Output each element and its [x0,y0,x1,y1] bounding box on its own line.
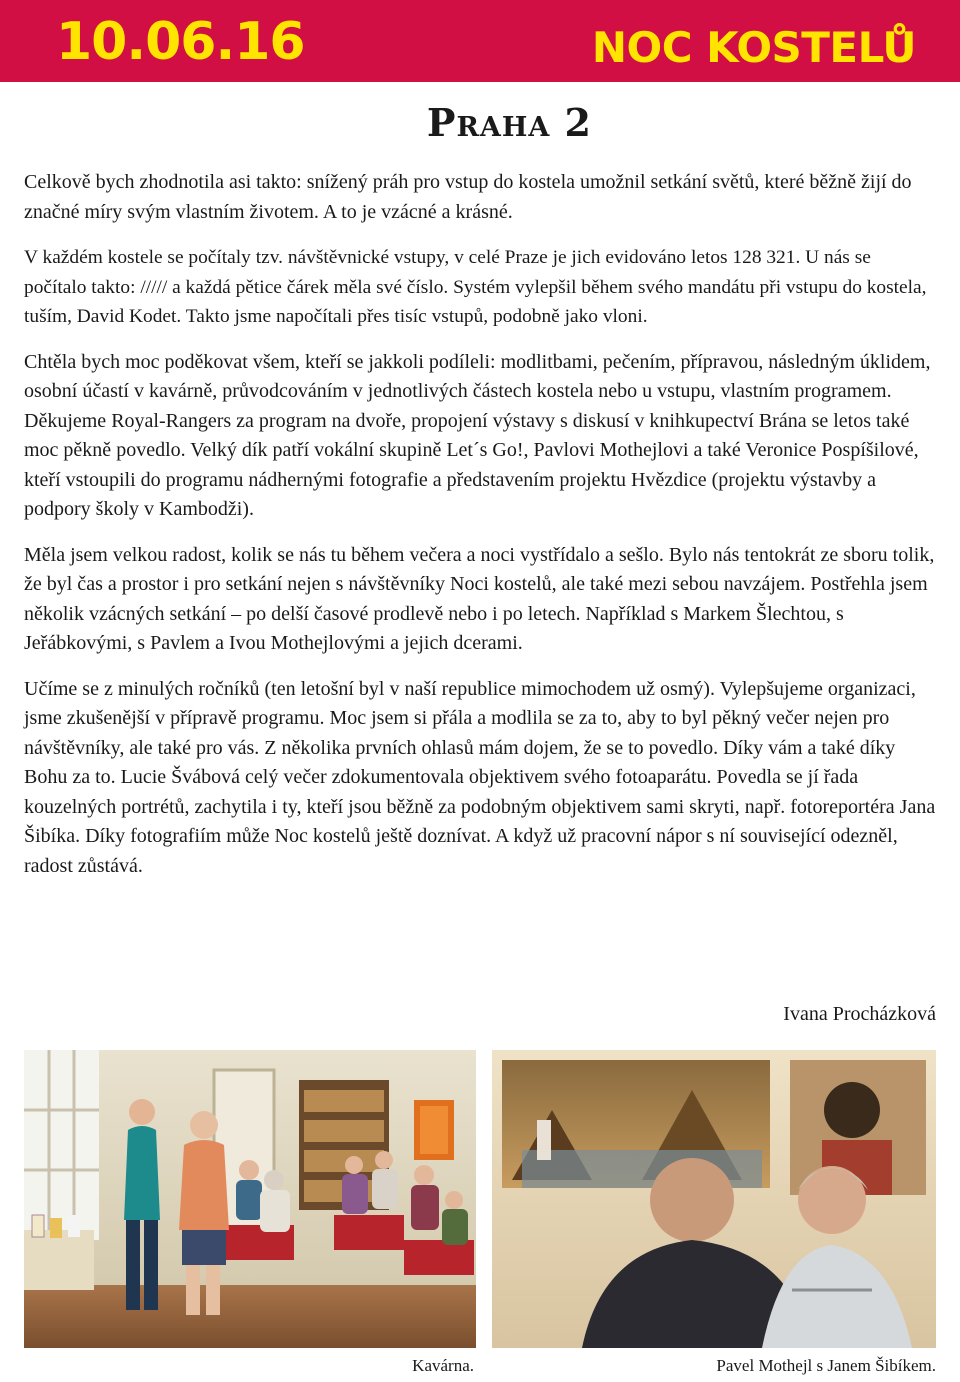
photo-caption-gallery: Pavel Mothejl s Janem Šibíkem. [716,1356,936,1375]
article-body [24,168,936,897]
author-signature: Ivana Procházková [783,1003,936,1025]
gallery-photo-illustration [492,1050,936,1348]
paragraph: Celkově bych zhodnotila asi takto: snížený práh pro vstup do kostela umožnil setkání světů, které běžně žijí do značné míry svým vlastním životem. A to je vzácné a krásné. [24,171,912,223]
paragraph: Měla jsem velkou radost, kolik se nás tu během večera a noci vystřídalo a sešlo. Bylo nás tentokrát ze sboru tolik, že byl čas a prostor i pro setkání nejen s návštěvníky Noci kostelů, ale také mezi sebou navzájem. Postřehla jsem několik vzácných setkání – po delší časové prodlevě nebo i po letech. Například s Markem Šlechtou, s Jeřábkovými, s Pavlem a Ivou Mothejlovými a jejich dcerami. [24,543,935,654]
photo-caption-cafe: Kavárna. [412,1356,474,1375]
paragraph: Chtěla bych moc poděkovat všem, kteří se jakkoli podíleli: modlitbami, pečením, přípravou, následným úklidem, osobní účastí v kavárně, průvodcováním v jednotlivých částech kostela nebo u vstupu, vlastním programem. Děkujeme Royal-Rangers za program na dvoře, propojení výstavy s diskusí v knihkupectví Brána se letos také moc pěkně povedlo. Velký dík patří vokální skupině Let´s Go!, Pavlovi Mothejlovi a také Veronice Pospíšilové, kteří vstoupili do programu nádhernými fotografie a představením projektu Hvězdice (projektu výstavby a podpory školy v Kambodži). [24,350,931,520]
header-banner [0,0,960,82]
photo-gallery [492,1050,936,1348]
photo-cafe [24,1050,476,1348]
paragraph: V každém kostele se počítaly tzv. návštěvnické vstupy, v celé Praze je jich evidováno letos 128 321. U nás se počítalo takto: ///// a každá pětice čárek měla své číslo. Systém vylepšil během svého mandátu při vstupu do kostela, tuším, David Kodet. Takto jsme napočítali přes tisíc vstupů, podobně jako vloni. [24,247,927,327]
issue-date: 10.06.16 [56,12,305,72]
paragraph: Učíme se z minulých ročníků (ten letošní byl v naší republice mimochodem už osmý). Vylepšujeme organizaci, jsme zkušenější v přípravě programu. Moc jsem si přála a modlila se za to, aby to byl pěkný večer nejen pro návštěvníky, ale také pro vás. Z několika prvních ohlasů mám dojem, že se to povedlo. Díky vám a také díky Bohu za to. Lucie Švábová celý večer zdokumentovala objektivem svého fotoaparátu. Povedla se jí řada kouzelných portrétů, zachytila i ty, kteří jsou běžně za podobným objektivem sami skryti, např. fotoreportéra Jana Šibíka. Díky fotografiím může Noc kostelů ještě doznívat. A když už pracovní nápor s ní související odezněl, radost zůstává. [24,677,936,877]
section-heading: Praha 2 [426,100,592,145]
cafe-photo-illustration [24,1050,476,1348]
event-title: NOC KOSTELŮ [591,23,916,72]
